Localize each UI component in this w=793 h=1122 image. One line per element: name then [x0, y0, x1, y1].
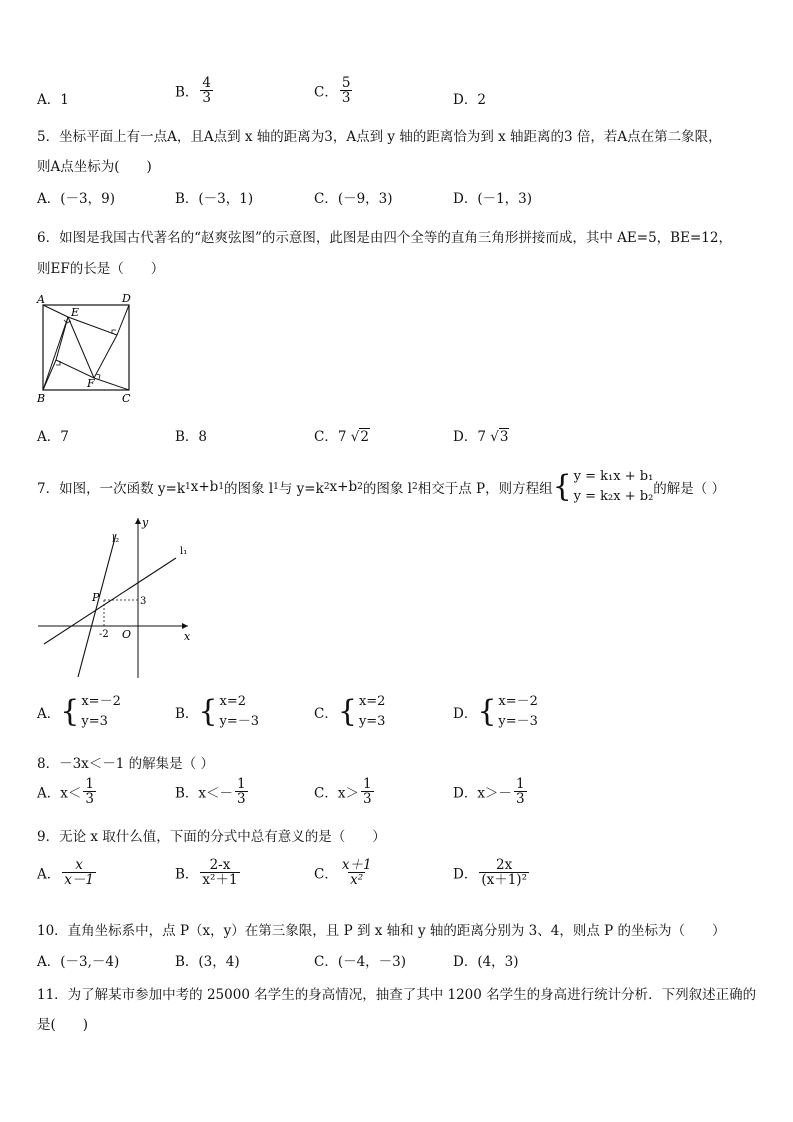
q7-option-a: A． { x=－2 y=3 — [37, 694, 121, 730]
q8-stem: 8．－3x＜－1 的解集是（ ） — [37, 756, 214, 772]
q7-stem: 7．如图，一次函数 y=k 1 x+b 1 的图象 l 1 与 y=k 2 x+b 2 的图象 l 2 相交于点 P，则方程组 { y = k₁x + b₁ y = k₂x + b₂ 的解是（ ） — [37, 467, 725, 507]
svg-text:-2: -2 — [99, 629, 109, 640]
q10-option-d: D．(4，3) — [453, 954, 519, 970]
q5-stem-line2: 则A点坐标为( ) — [37, 159, 152, 175]
label-f: F — [87, 377, 95, 390]
q5-option-a: A．(－3，9) — [37, 191, 115, 207]
svg-text:l₁: l₁ — [180, 546, 188, 557]
svg-text:x: x — [184, 630, 191, 643]
label-d: D — [122, 292, 131, 305]
q6-stem-line1: 6．如图是我国古代著名的“赵爽弦图”的示意图，此图是由四个全等的直角三角形拼接而成，其中 AE=5，BE=12， — [37, 230, 732, 246]
q6-option-c: C．7 √2 — [314, 429, 369, 445]
q4-option-d: D．2 — [453, 92, 486, 108]
q8-option-b: B．x＜－ $\frac{1}{3}$ — [175, 776, 246, 808]
q10-stem: 10．直角坐标系中，点 P（x，y）在第三象限，且 P 到 x 轴和 y 轴的距离分别为 3、4，则点 P 的坐标为（ ） — [37, 923, 726, 939]
q7-option-c: C． { x=2 y=3 — [314, 694, 386, 730]
q11-stem-line1: 11．为了解某市参加中考的 25000 名学生的身高情况，抽查了其中 1200 名学生的身高进行统计分析．下列叙述正确的 — [37, 987, 757, 1003]
q9-option-c: C． $\frac{x+1}{\text{x²}}$ — [314, 857, 372, 889]
label-e: E — [71, 306, 80, 319]
q4-option-c: C． $\frac{5}{3}$ — [314, 75, 351, 107]
svg-text:y: y — [142, 516, 149, 529]
line-l2 — [78, 534, 116, 677]
q6-option-b: B．8 — [175, 429, 208, 445]
q9-stem: 9．无论 x 取什么值，下面的分式中总有意义的是（ ） — [37, 829, 386, 845]
outer-square — [43, 305, 129, 390]
segment-ef — [68, 317, 94, 378]
q8-option-d: D．x＞－ $\frac{1}{3}$ — [453, 776, 525, 808]
q7-option-d: D． { x=－2 y=－3 — [453, 694, 538, 730]
q9-option-d: D． $\frac{2x}{\text{(x＋1)²}}$ — [453, 857, 527, 889]
line-l1 — [44, 558, 176, 644]
q6-option-a: A．7 — [37, 429, 69, 445]
q4-option-a: A．1 — [37, 92, 69, 108]
label-a: A — [37, 293, 45, 306]
q5-option-b: B．(－3，1) — [175, 191, 254, 207]
q6-stem-line2: 则EF的长是（ ） — [37, 261, 165, 277]
q5-option-d: D．(－1，3) — [453, 191, 533, 207]
svg-text:P: P — [92, 591, 100, 604]
q7-equation-system: { y = k₁x + b₁ y = k₂x + b₂ — [552, 469, 654, 505]
svg-text:3: 3 — [140, 596, 147, 607]
label-b: B — [37, 392, 46, 405]
q10-option-c: C．(－4，－3) — [314, 954, 407, 970]
q8-option-a: A．x＜ $\frac{1}{3}$ — [37, 776, 94, 808]
q11-stem-line2: 是( ) — [37, 1017, 89, 1033]
q6-option-d: D．7 √3 — [453, 429, 509, 445]
q5-stem-line1: 5．坐标平面上有一点A，且A点到 x 轴的距离为3，A点到 y 轴的距离恰为到 x 轴距离的3 倍，若A点在第二象限， — [37, 129, 722, 145]
q10-option-a: A．(－3,－4) — [37, 954, 120, 970]
q9-option-a: A． $\frac{x}{x-1}$ — [37, 857, 94, 889]
q5-option-c: C．(－9，3) — [314, 191, 393, 207]
svg-text:l₂: l₂ — [112, 534, 120, 545]
q4-option-b: B． $\frac{4}{3}$ — [175, 75, 212, 107]
q10-option-b: B．(3，4) — [175, 954, 240, 970]
svg-text:O: O — [122, 628, 132, 641]
label-c: C — [122, 392, 131, 405]
q7-graph — [34, 512, 194, 682]
q7-option-b: B． { x=2 y=－3 — [175, 694, 260, 730]
zhao-shuang-figure — [34, 290, 144, 405]
q8-option-c: C．x＞ $\frac{1}{3}$ — [314, 776, 372, 808]
q9-option-b: B． $\frac{2-x}{\text{x²＋1}}$ — [175, 857, 238, 889]
